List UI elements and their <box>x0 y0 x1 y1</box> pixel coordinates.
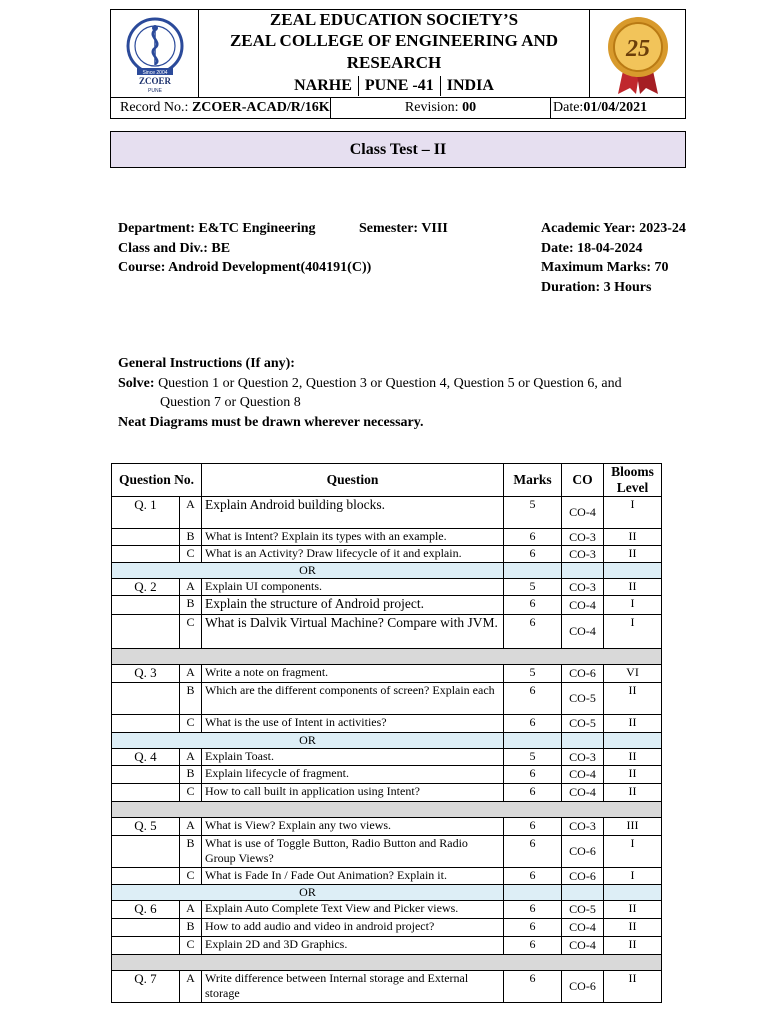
table-row: B How to add audio and video in android project? 6 CO-4 II <box>112 919 662 937</box>
svg-text:PUNE: PUNE <box>148 88 162 94</box>
table-row: B What is use of Toggle Button, Radio Button and Radio Group Views? 6 CO-6 I <box>112 836 662 868</box>
or-separator-row: OR <box>112 885 662 901</box>
record-info-bar <box>110 98 686 119</box>
table-row: Q. 5 A What is View? Explain any two views. 6 CO-3 III <box>112 818 662 836</box>
header-question: Question <box>202 464 504 497</box>
table-row: C What is Dalvik Virtual Machine? Compare with JVM. 6 CO-4 I <box>112 615 662 649</box>
table-row: C What is an Activity? Draw lifecycle of it and explain. 6 CO-3 II <box>112 546 662 563</box>
header-blooms-level: Blooms Level <box>604 464 662 497</box>
class-division: Class and Div.: BE <box>118 240 231 256</box>
section-gap-row <box>112 955 662 971</box>
general-instructions <box>118 354 678 432</box>
academic-year: Academic Year: 2023-24 <box>541 221 686 236</box>
college-logo <box>111 10 199 97</box>
exam-duration: Duration: 3 Hours <box>541 279 652 295</box>
department: Department: E&TC Engineering <box>118 221 316 236</box>
institution-title <box>199 10 589 97</box>
svg-text:Since 2004: Since 2004 <box>142 70 168 76</box>
exam-info <box>541 219 686 297</box>
table-row: B Explain the structure of Android project. 6 CO-4 I <box>112 596 662 615</box>
table-row: Q. 3 A Write a note on fragment. 5 CO-6 VI <box>112 665 662 683</box>
table-row: B Explain lifecycle of fragment. 6 CO-4 II <box>112 766 662 784</box>
section-gap-row <box>112 649 662 665</box>
table-row: Q. 7 A Write difference between Internal storage and External storage 6 CO-6 II <box>112 971 662 1003</box>
test-title: Class Test – II <box>110 131 686 168</box>
question-table <box>111 463 662 1003</box>
society-name: ZEAL EDUCATION SOCIETY’S <box>269 10 519 29</box>
table-row: C What is Fade In / Fade Out Animation? Explain it. 6 CO-6 I <box>112 868 662 885</box>
anniversary-badge <box>589 10 685 97</box>
or-separator-row: OR <box>112 733 662 749</box>
section-gap-row <box>112 802 662 818</box>
table-row: Q. 1 A Explain Android building blocks. 5 CO-4 I <box>112 497 662 529</box>
solve-text-continued: Question 7 or Question 8 <box>160 395 301 410</box>
exam-date: Date: 18-04-2024 <box>541 240 643 256</box>
table-row: C What is the use of Intent in activities? 6 CO-5 II <box>112 715 662 733</box>
college-location: NARHE PUNE -41 INDIA <box>199 75 589 97</box>
instructions-heading: General Instructions (If any): <box>118 356 295 371</box>
solve-label: Solve: <box>118 375 155 391</box>
diagram-note: Neat Diagrams must be drawn wherever necessary. <box>118 414 424 430</box>
college-name-line2: RESEARCH <box>346 53 442 72</box>
institution-header <box>110 9 686 98</box>
or-separator-row: OR <box>112 563 662 579</box>
table-row: C Explain 2D and 3D Graphics. 6 CO-4 II <box>112 937 662 955</box>
table-row: B What is Intent? Explain its types with an example. 6 CO-3 II <box>112 529 662 546</box>
semester-info <box>359 219 448 239</box>
header-co: CO <box>562 464 604 497</box>
record-date: Date:01/04/2021 <box>553 100 648 115</box>
svg-text:25: 25 <box>626 36 650 62</box>
table-row: Q. 2 A Explain UI components. 5 CO-3 II <box>112 579 662 596</box>
table-row: Q. 4 A Explain Toast. 5 CO-3 II <box>112 749 662 766</box>
college-name-line1: ZEAL COLLEGE OF ENGINEERING AND <box>229 31 559 50</box>
revision: Revision: 00 <box>331 98 551 118</box>
record-number: Record No.: ZCOER-ACAD/R/16K <box>111 98 331 118</box>
header-question-no: Question No. <box>112 464 202 497</box>
table-header-row <box>112 464 662 497</box>
solve-text: Question 1 or Question 2, Question 3 or Question 4, Question 5 or Question 6, and <box>158 375 622 391</box>
course-name: Course: Android Development(404191(C)) <box>118 260 372 275</box>
maximum-marks: Maximum Marks: 70 <box>541 260 669 275</box>
semester: Semester: VIII <box>359 221 448 236</box>
header-marks: Marks <box>504 464 562 497</box>
course-info <box>118 219 371 278</box>
table-row: C How to call built in application using Intent? 6 CO-4 II <box>112 784 662 802</box>
table-row: B Which are the different components of screen? Explain each 6 CO-5 II <box>112 683 662 715</box>
svg-text:ZCOER: ZCOER <box>138 76 172 86</box>
table-row: Q. 6 A Explain Auto Complete Text View and Picker views. 6 CO-5 II <box>112 901 662 919</box>
